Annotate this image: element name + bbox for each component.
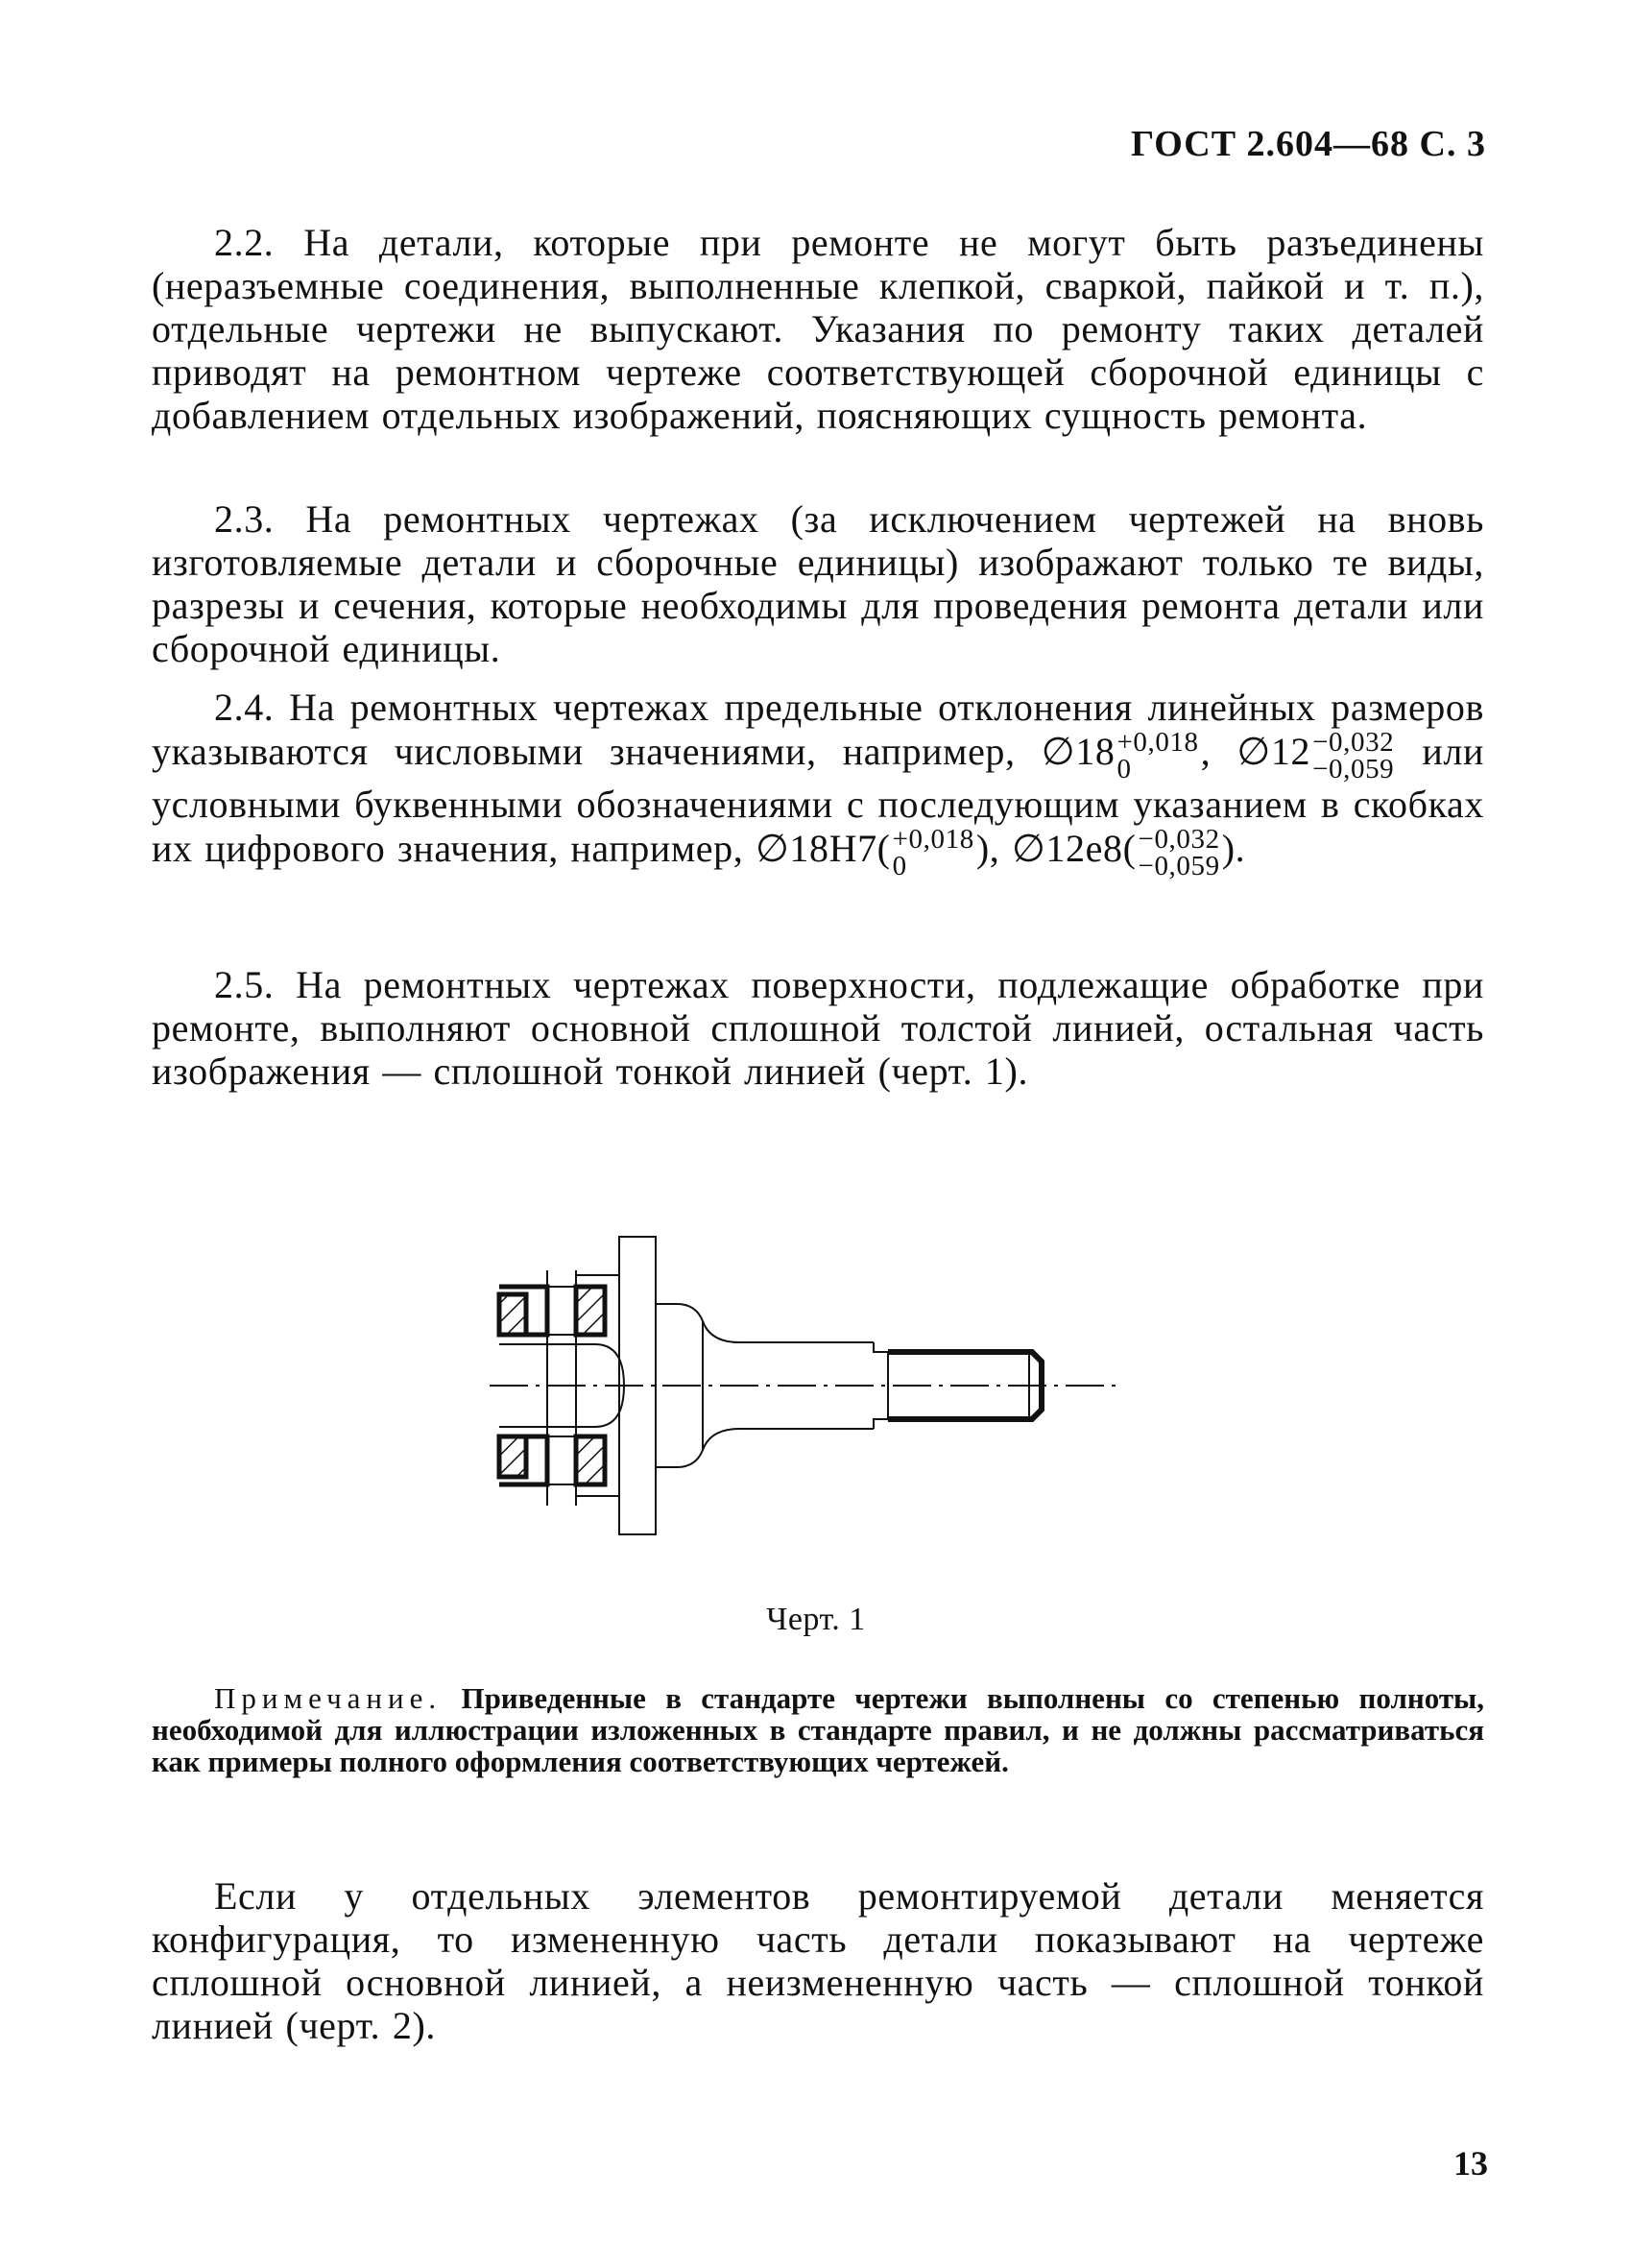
paragraph-2-5: 2.5. На ремонтных чертежах поверхности, подлежащие обработке при ремонте, выполняют основной сплошной толстой линией, остальная часть изображения — сплошной тонкой линией (черт. 1). [152, 963, 1484, 1093]
paragraph-2-4-intro: 2.4. На ремонтных чертежах предельные отклонения линейных размеров указываются числовыми значениями, например, [152, 686, 1484, 774]
paragraph-2-4: 2.4. На ремонтных чертежах предельные отклонения линейных размеров указываются числовыми значениями, например, ∅18 +0,018 0 , ∅12 −0,032 −0,059 или условными буквенными обозначениями с последующим указанием в скобках их цифрового значения, например, ∅18H7( +0,018 0 ), ∅12e8( −0,032 −0,059 ). [152, 686, 1484, 881]
tolerance-example-1: ∅18 +0,018 0 [1041, 727, 1199, 784]
figure-caption: Черт. 1 [766, 1602, 866, 1637]
paragraph-2-2: 2.2. На детали, которые при ремонте не могут быть разъединены (неразъемные соединения, выполненные клепкой, сваркой, пайкой и т. п.), отдельные чертежи не выпускают. Указания по ремонту таких деталей приводят на ремонтном чертеже соответствующей сборочной единицы с добавлением отдельных изображений, поясняющих сущность ремонта. [152, 221, 1484, 437]
note [152, 1682, 1484, 1777]
tolerance-example-4: ∅12e8( −0,032 −0,059 ) [1011, 824, 1236, 881]
tolerance-example-2: ∅12 −0,032 −0,059 [1236, 727, 1395, 784]
fork-lug-lower [499, 1436, 605, 1484]
paragraph-final: Если у отдельных элементов ремонтируемой детали меняется конфигурация, то измененную часть детали показывают на чертеже сплошной основной линией, а неизмененную часть — сплошной тонкой линией (черт. 2). [152, 1874, 1484, 2047]
note-lead: Примечание. [214, 1681, 443, 1715]
paragraph-2-4-middle: или условными буквенными обозначениями с последующим указанием в скобках их цифрового значения, например, [152, 730, 1484, 871]
paragraph-2-3: 2.3. На ремонтных чертежах (за исключением чертежей на вновь изготовляемые детали и сборочные единицы) изображают только те виды, разрезы и сечения, которые необходимы для проведения ремонта детали или сборочной единицы. [152, 497, 1484, 670]
tolerance-example-3: ∅18H7( +0,018 0 ) [755, 824, 990, 881]
note-text: Приведенные в стандарте чертежи выполнены со степенью полноты, необходимой для иллюстрации изложенных в стандарте правил, и не должны рассматриваться как примеры полного оформления соответствующих чертежей. [152, 1681, 1485, 1778]
fork-lug-upper [499, 1287, 605, 1335]
page-header: ГОСТ 2.604—68 С. 3 [1131, 124, 1486, 164]
page-number: 13 [1453, 2144, 1488, 2183]
drawing-figure-1 [480, 1227, 1133, 1573]
machined-journal [874, 1342, 888, 1429]
